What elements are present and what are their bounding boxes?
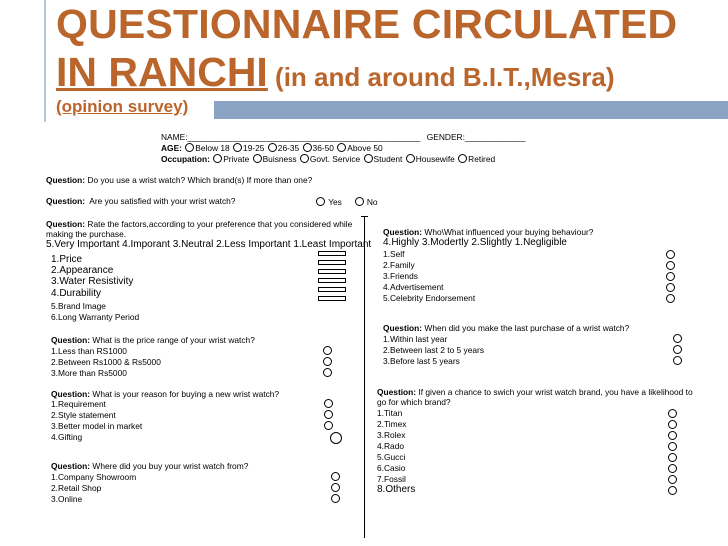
column-divider [364,216,365,538]
question-5-text: What is your reason for buying a new wrist watch? [92,389,280,399]
q9-radio-3[interactable] [668,442,677,451]
q9-option-3: 4.Rado [377,441,405,451]
name-row [161,133,525,141]
q6-option-0: 1.Company Showroom [51,472,137,482]
q6-option-2: 3.Online [51,494,83,504]
question-label: Question: [377,387,417,397]
q3-item-3: 4.Durability [51,288,102,299]
q3-rating-scale: 5.Very Important 4.Imporant 3.Neutral 2.Less Important 1.Least Important [46,239,372,250]
q9-radio-6[interactable] [668,475,677,484]
q8-option-2: 3.Before last 5 years [383,356,460,366]
q7-radio-4[interactable] [666,294,675,303]
q3-item-5: 6.Long Warranty Period [51,312,140,322]
question-label: Question: [51,335,91,345]
age-option-3: 36-50 [312,143,334,153]
question-7 [383,228,593,236]
title-frame-line [44,0,46,122]
q8-option-0: 1.Within last year [383,334,448,344]
q2-yes-radio[interactable] [316,197,325,206]
question-3-text-cont: making the purchase. [46,229,127,239]
occupation-radio-0[interactable] [213,154,222,163]
q7-option-4: 5.Celebrity Endorsement [383,293,476,303]
occupation-option-4: Housewife [415,154,455,164]
age-option-0: Below 18 [195,143,230,153]
q8-radio-2[interactable] [673,356,682,365]
q7-option-0: 1.Self [383,249,405,259]
q5-option-3: 4.Gifting [51,432,83,442]
question-label: Question: [383,227,423,237]
question-9-text-cont: go for which brand? [377,397,451,407]
age-radio-0[interactable] [185,143,194,152]
q9-radio-4[interactable] [668,453,677,462]
question-8 [383,324,629,332]
occupation-radio-1[interactable] [253,154,262,163]
q5-option-0: 1.Requirement [51,399,106,409]
q4-option-1: 2.Between Rs1000 & Rs5000 [51,357,161,367]
q3-rating-box-5[interactable] [318,296,346,301]
slide-title-location: (in and around B.I.T.,Mesra) [267,62,615,92]
q2-no-radio[interactable] [355,197,364,206]
q9-option-5: 6.Casio [377,463,406,473]
q3-item-2: 3.Water Resistivity [51,276,134,287]
occupation-option-1: Buisness [262,154,297,164]
q3-rating-box-2[interactable] [318,269,346,274]
question-label: Question: [383,323,423,333]
age-radio-4[interactable] [337,143,346,152]
q2-options [315,197,378,206]
name-field[interactable]: __________________________________________________ [187,132,421,142]
q9-option-6: 7.Fossil [377,474,406,484]
occupation-radio-2[interactable] [300,154,309,163]
q7-option-1: 2.Family [383,260,415,270]
q4-option-2: 3.More than Rs5000 [51,368,127,378]
slide-subtitle: (opinion survey) [56,97,189,116]
q5-radio-0[interactable] [324,399,333,408]
q5-radio-2[interactable] [324,421,333,430]
q5-option-1: 2.Style statement [51,410,116,420]
q9-radio-2[interactable] [668,431,677,440]
occupation-option-0: Private [223,154,250,164]
q7-radio-3[interactable] [666,283,675,292]
question-4 [51,336,255,344]
q5-radio-3[interactable] [330,432,342,444]
gender-label: GENDER: [426,132,465,142]
age-row [161,143,383,152]
q9-option-1: 2.Timex [377,419,407,429]
q2-yes-label: Yes [328,197,342,207]
question-8-text: When did you make the last purchase of a wrist watch? [424,323,630,333]
question-4-text: What is the price range of your wrist watch? [92,335,255,345]
question-9-text: If given a chance to swich your wrist watch brand, you have a likelihood to [418,387,693,397]
q3-rating-box-3[interactable] [318,278,346,283]
q4-option-0: 1.Less than RS1000 [51,346,127,356]
q9-radio-7[interactable] [668,486,677,495]
age-radio-3[interactable] [303,143,312,152]
q6-radio-0[interactable] [331,472,340,481]
question-label: Question: [46,219,86,229]
q8-radio-0[interactable] [673,334,682,343]
q4-radio-2[interactable] [323,368,332,377]
occupation-row [161,154,495,163]
q7-radio-1[interactable] [666,261,675,270]
q7-radio-0[interactable] [666,250,675,259]
age-option-2: 26-35 [277,143,300,153]
q8-option-1: 2.Between last 2 to 5 years [383,345,485,355]
occupation-option-5: Retired [468,154,496,164]
q2-no-label: No [366,197,378,207]
header-accent-bar [214,101,728,119]
occupation-label: Occupation: [161,154,210,164]
q3-rating-box-1[interactable] [318,260,346,265]
q4-radio-0[interactable] [323,346,332,355]
q5-radio-1[interactable] [324,410,333,419]
age-label: AGE: [161,143,182,153]
q6-radio-2[interactable] [331,494,340,503]
question-1-text: Do you use a wrist watch? Which brand(s) If more than one? [87,175,313,185]
occupation-radio-5[interactable] [458,154,467,163]
question-label: Question: [51,389,91,399]
q9-radio-5[interactable] [668,464,677,473]
q4-radio-1[interactable] [323,357,332,366]
q8-radio-1[interactable] [673,345,682,354]
q6-radio-1[interactable] [331,483,340,492]
question-label: Question: [51,461,91,471]
question-7-text: Who\What influenced your buying behaviour? [424,227,594,237]
age-radio-1[interactable] [233,143,242,152]
q9-option-0: 1.Titan [377,408,403,418]
q6-option-1: 2.Retail Shop [51,483,102,493]
q3-rating-box-0[interactable] [318,251,346,256]
question-label: Question: [46,175,86,185]
name-label: NAME: [161,132,188,142]
gender-field[interactable]: _____________ [464,132,526,142]
slide-title-ranchi: IN RANCHI [56,49,268,95]
age-option-1: 19-25 [243,143,265,153]
occupation-option-2: Govt. Service [309,154,361,164]
question-label: Question: [46,196,86,206]
age-radio-2[interactable] [268,143,277,152]
slide-title-line2 [56,49,615,95]
q3-item-1: 2.Appearance [51,265,114,276]
q9-radio-0[interactable] [668,409,677,418]
question-2-text: Are you satisfied with your wrist watch? [89,196,236,206]
q7-rating-scale: 4.Highly 3.Modertly 2.Slightly 1.Negligible [383,237,567,248]
q7-option-2: 3.Friends [383,271,418,281]
q3-rating-box-4[interactable] [318,287,346,292]
occupation-radio-4[interactable] [406,154,415,163]
q9-option-4: 5.Gucci [377,452,406,462]
question-6 [51,462,248,470]
question-2 [46,197,235,205]
q7-option-3: 4.Advertisement [383,282,444,292]
q3-item-0: 1.Price [51,254,83,265]
question-5 [51,390,279,398]
q9-radio-1[interactable] [668,420,677,429]
q9-option-7: 8.Others [377,484,416,495]
question-3 [46,220,352,228]
age-option-4: Above 50 [347,143,383,153]
question-6-text: Where did you buy your wrist watch from? [92,461,249,471]
q7-radio-2[interactable] [666,272,675,281]
q3-item-4: 5.Brand Image [51,301,106,311]
occupation-option-3: Student [373,154,403,164]
q9-option-2: 3.Rolex [377,430,406,440]
q5-option-2: 3.Better model in market [51,421,143,431]
question-9 [377,388,693,396]
occupation-radio-3[interactable] [364,154,373,163]
question-1 [46,176,312,184]
slide-title-line1: QUESTIONNAIRE CIRCULATED [56,1,678,47]
question-3-text: Rate the factors,according to your preference that you considered while [87,219,353,229]
